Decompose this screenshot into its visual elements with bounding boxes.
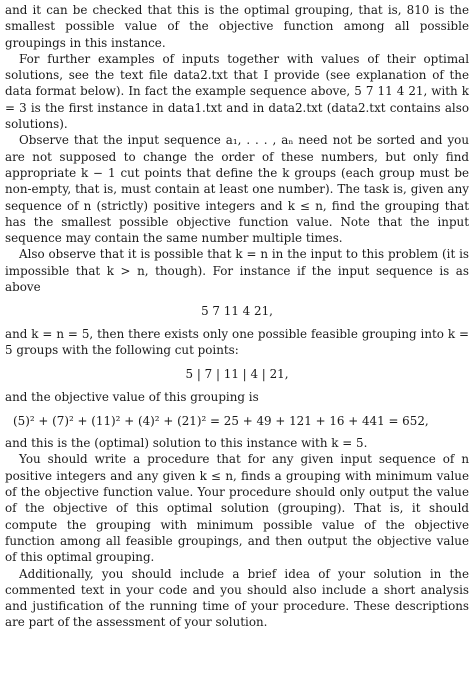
paragraph-further-examples: For further examples of inputs together with values of their optimal solutions, see the text file data2.txt that I provide (see explanation of the data format below). In fact the example sequence above, 5 7 11 4 21, with k = 3 is the first instance in data1.txt and in data2.txt (data2.txt contains also solutions). [5,51,469,132]
paragraph-optimal-grouping: and it can be checked that this is the optimal grouping, that is, 810 is the smallest possible value of the objective function among all possible groupings in this instance. [5,3,469,50]
equation-cut-points: 5 | 7 | 11 | 4 | 21, [185,367,289,382]
equation-objective-sum: (5)² + (7)² + (11)² + (4)² + (21)² = 25 + 49 + 121 + 16 + 441 = 652, [13,413,429,428]
equation-sequence: 5 7 11 4 21, [201,304,273,319]
paragraph-objective-value-intro: and the objective value of this grouping is [5,389,259,404]
paragraph-optimal-solution: and this is the (optimal) solution to this instance with k = 5. [5,436,368,451]
document-page [5,2,469,631]
paragraph-procedure-requirements: You should write a procedure that for any given input sequence of n positive integers and any given k ≤ n, finds a grouping with minimum value of the objective function value. Your procedure should only output the value of the objective of this optimal solution (grouping). That is, it should compute the grouping with minimum possible value of the objective function among all feasible groupings, and then output the objective value of this optimal grouping. [5,452,469,565]
paragraph-k-equals-n: Also observe that it is possible that k = n in the input to this problem (it is impossible that k > n, though). For instance if the input sequence is as above [5,247,469,295]
paragraph-feasible-grouping: and k = n = 5, then there exists only one possible feasible grouping into k = 5 groups with the following cut points: [5,326,469,357]
paragraph-additional-requirements: Additionally, you should include a brief idea of your solution in the commented text in your code and you should also include a short analysis and justification of the running time of your procedure. These descriptions are part of the assessment of your solution. [5,566,469,630]
paragraph-input-sequence-order: Observe that the input sequence a₁, . . . , aₙ need not be sorted and you are not supposed to change the order of these numbers, but only find appropriate k − 1 cut points that define the k groups (each group must be non-empty, that is, must contain at least one number). The task is, given any sequence of n (strictly) positive integers and k ≤ n, find the grouping that has the smallest possible objective function value. Note that the input sequence may contain the same number multiple times. [5,133,469,246]
